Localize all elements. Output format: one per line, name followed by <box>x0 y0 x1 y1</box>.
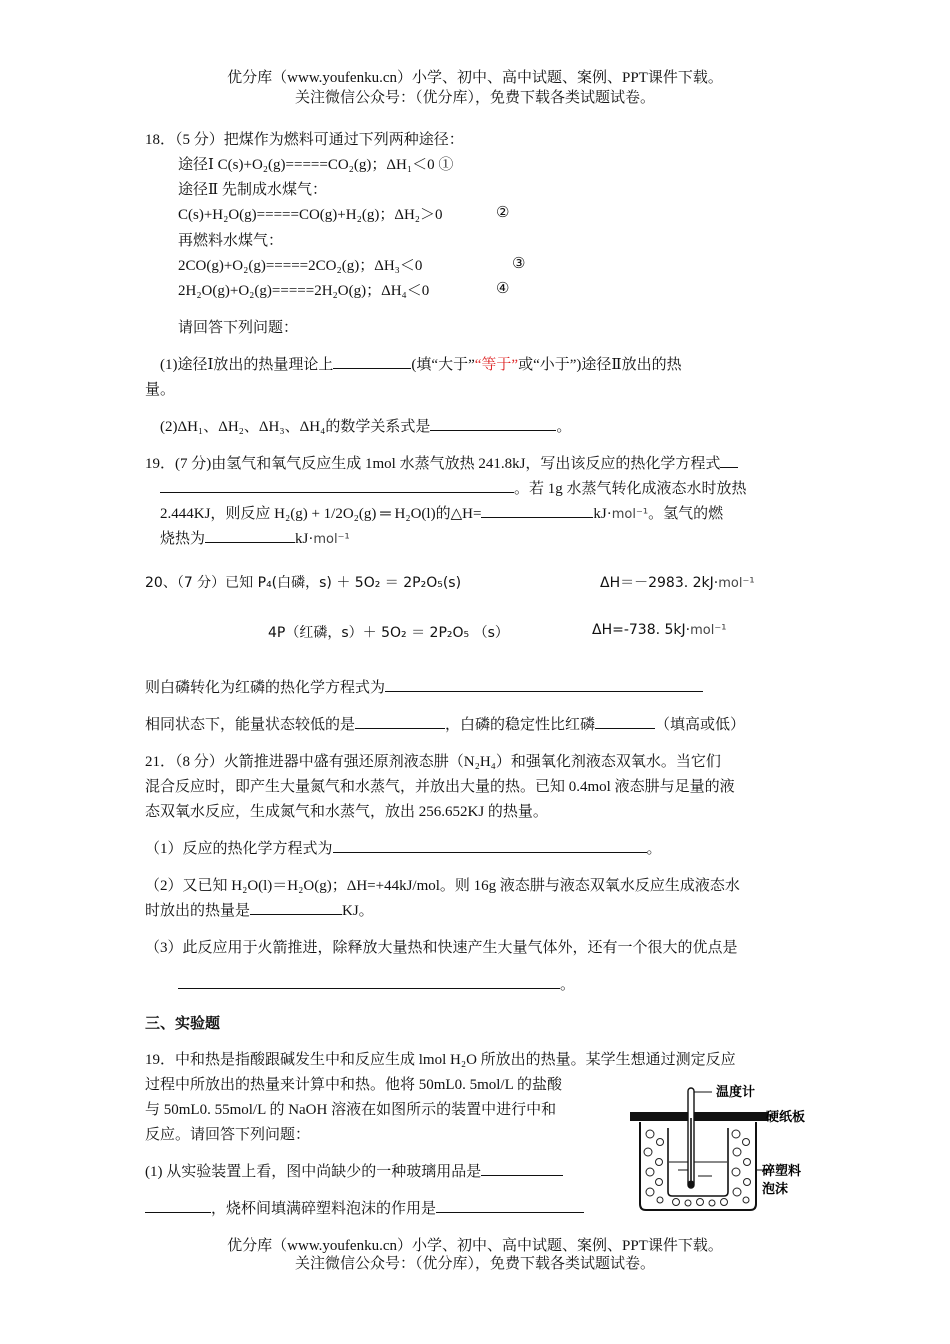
q18-route2-title: 途径Ⅱ 先制成水煤气： <box>178 182 327 198</box>
q20-ask1 <box>145 676 703 697</box>
q21-line1: 21．（8 分）火箭推进器中盛有强还原剂液态肼（N₂H₄）和强氧化剂液态双氧水。当它们 <box>145 754 721 770</box>
q18-sub1-text-a: (1)途径Ⅰ放出的热量理论上 <box>160 357 334 373</box>
q18-sub1-cont: 量。 <box>145 382 176 398</box>
q19-line1 <box>145 452 738 473</box>
q18-route1: 途径Ⅰ C(s)+O₂(g)=====CO₂(g)；ΔH₁＜0 ① <box>178 157 454 173</box>
answer-blank[interactable] <box>205 528 295 543</box>
q21-sub1 <box>145 837 662 858</box>
q18-sub1-red-option: “等于” <box>474 357 519 373</box>
q21-sub1-text: （1）反应的热化学方程式为 <box>145 841 333 857</box>
q20-line1-dh <box>600 572 755 592</box>
footer-line-1: 优分库（www.youfenku.cn）小学、初中、高中试题、案例、PPT课件下载。 <box>227 1238 723 1254</box>
q21-sub2-end: KJ。 <box>342 903 374 919</box>
s3-line2: 过程中所放出的热量来计算中和热。他将 50mL0. 5mol/L 的盐酸 <box>145 1077 562 1093</box>
q19-line1-text: 19．(7 分)由氢气和氧气反应生成 1mol 水蒸气放热 241.8kJ，写出该反应的热化学方程式 <box>145 456 721 472</box>
q20-ask2-text-b: ，白磷的稳定性比红磷 <box>445 717 596 733</box>
q21-sub3: （3）此反应用于火箭推进，除释放大量热和快速产生大量气体外，还有一个很大的优点是 <box>145 940 738 956</box>
answer-blank[interactable] <box>333 838 647 853</box>
q20-line2-unit: mol⁻¹ <box>690 623 727 638</box>
q18-sub2-end: 。 <box>556 419 572 435</box>
answer-blank[interactable] <box>333 354 411 369</box>
answer-blank[interactable] <box>595 714 655 729</box>
q20-line1: 20、（7 分）已知 P₄(白磷，s) ＋ 5O₂ ＝ 2P₂O₅(s) <box>145 575 462 591</box>
q21-line3: 态双氧水反应，生成氮气和水蒸气，放出 256.652KJ 的热量。 <box>145 804 548 820</box>
q21-sub3-cont <box>178 973 575 994</box>
q20-ask2 <box>145 713 745 734</box>
answer-blank[interactable] <box>178 974 560 989</box>
answer-blank[interactable] <box>145 1198 211 1213</box>
q18-sub1 <box>160 353 682 374</box>
q18-sub1-text-c: 或“小于”)途径Ⅱ放出的热 <box>518 357 682 373</box>
q20-line2-dh <box>592 622 726 638</box>
label-cardboard: 硬纸板 <box>766 1110 806 1125</box>
cardboard <box>630 1112 768 1121</box>
q18-sub1-text-b: (填“大于” <box>411 357 475 373</box>
q18-route2-num: ② <box>496 205 510 221</box>
q19-line2 <box>160 477 747 498</box>
answer-blank[interactable] <box>385 677 703 692</box>
s3-sub1-cont <box>145 1197 584 1218</box>
answer-blank[interactable] <box>250 900 342 915</box>
q19-line3-end: 。氢气的燃 <box>648 506 724 522</box>
q18-burn-title: 再燃料水煤气： <box>178 233 284 249</box>
footer-line-2: 关注微信公众号：（优分库），免费下载各类试题试卷。 <box>294 1256 655 1272</box>
outer-beaker <box>640 1122 756 1210</box>
calorimeter-figure <box>626 1078 826 1218</box>
s3-sub1-text: (1) 从实验装置上看，图中尚缺少的一种玻璃用品是 <box>145 1164 482 1180</box>
q19-line3 <box>160 502 723 523</box>
s3-line4: 反应。请回答下列问题： <box>145 1127 311 1143</box>
q19-line3-kj: kJ· <box>593 506 612 522</box>
q20-line2: 4P（红磷，s）＋ 5O₂ ＝ 2P₂O₅ （s） <box>268 625 509 641</box>
header-line-2: 关注微信公众号：（优分库），免费下载各类试题试卷。 <box>294 90 655 106</box>
header-line-1: 优分库（www.youfenku.cn）小学、初中、高中试题、案例、PPT课件下载。 <box>227 70 723 86</box>
q20-line2-dh-text: ΔH=-738. 5kJ· <box>592 622 691 638</box>
q18-route2-eq: C(s)+H₂O(g)=====CO(g)+H₂(g)；ΔH₂＞0 <box>178 207 443 223</box>
s3-line1: 19．中和热是指酸跟碱发生中和反应生成 lmol H₂O 所放出的热量。某学生想通过测定反应 <box>145 1052 736 1068</box>
answer-blank[interactable] <box>436 1198 584 1213</box>
q21-line2: 混合反应时，即产生大量氮气和水蒸气，并放出大量的热。已知 0.4mol 液态肼与足量的液 <box>145 779 735 795</box>
foam-texture <box>644 1130 751 1206</box>
q19-line4-text: 烧热为 <box>160 531 206 547</box>
q18-eq4-num: ④ <box>496 281 510 297</box>
answer-blank[interactable] <box>160 478 514 493</box>
q18-sub2 <box>160 415 571 436</box>
q19-line4-kj: kJ· <box>295 531 314 547</box>
q20-line1-unit: mol⁻¹ <box>718 576 755 591</box>
answer-blank[interactable] <box>481 503 593 518</box>
q19-line4-unit: mol⁻¹ <box>313 532 350 547</box>
answer-blank[interactable] <box>355 714 445 729</box>
q18-eq4: 2H₂O(g)+O₂(g)=====2H₂O(g)；ΔH₄＜0 <box>178 283 430 299</box>
q18-sub2-text: (2)ΔH₁、ΔH₂、ΔH₃、ΔH₄的数学关系式是 <box>160 419 431 435</box>
q21-sub1-end: 。 <box>646 841 662 857</box>
answer-blank[interactable] <box>481 1161 563 1176</box>
q20-ask2-text-c: （填高或低） <box>655 717 746 733</box>
q19-line4 <box>160 527 350 548</box>
answer-blank[interactable] <box>720 453 738 468</box>
label-foam-2: 泡沫 <box>762 1182 789 1197</box>
s3-line3: 与 50mL0. 55mol/L 的 NaOH 溶液在如图所示的装置中进行中和 <box>145 1102 557 1118</box>
q19-line3-text: 2.444KJ，则反应 H₂(g) + 1/2O₂(g) ═ H₂O(l)的△H= <box>160 506 482 522</box>
section-title: 三、实验题 <box>145 1016 221 1032</box>
q18-prompt: 请回答下列问题： <box>178 320 299 336</box>
q21-sub2: （2）又已知 H₂O(l)＝H₂O(g)；ΔH=+44kJ/mol。则 16g 液态肼与液态双氧水反应生成液态水 <box>145 878 740 894</box>
q18-eq3: 2CO(g)+O₂(g)=====2CO₂(g)；ΔH₃＜0 <box>178 258 423 274</box>
label-thermometer: 温度计 <box>716 1085 756 1100</box>
q18-stem: 18．（5 分）把煤作为燃料可通过下列两种途径： <box>145 132 464 148</box>
q20-ask2-text-a: 相同状态下，能量状态较低的是 <box>145 717 356 733</box>
q21-sub3-end: 。 <box>560 977 576 993</box>
q21-sub2-text: 时放出的热量是 <box>145 903 251 919</box>
s3-sub1-cont-text: ，烧杯间填满碎塑料泡沫的作用是 <box>211 1201 437 1217</box>
q20-ask1-text: 则白磷转化为红磷的热化学方程式为 <box>145 680 386 696</box>
q20-line1-dh-text: ΔH＝－2983. 2kJ· <box>600 575 719 591</box>
q18-eq3-num: ③ <box>512 256 526 272</box>
s3-sub1 <box>145 1160 563 1181</box>
q19-line2-text: 。若 1g 水蒸气转化成液态水时放热 <box>514 481 747 497</box>
label-foam-1: 碎塑料 <box>762 1164 802 1179</box>
q19-line3-unit: mol⁻¹ <box>611 507 649 522</box>
answer-blank[interactable] <box>430 416 556 431</box>
q21-sub2-cont <box>145 899 374 920</box>
